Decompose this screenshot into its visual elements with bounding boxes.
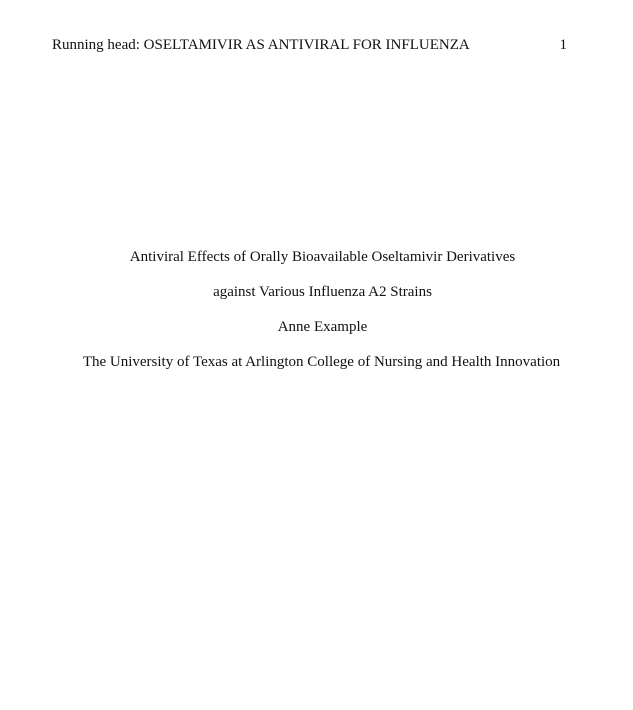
paper-title-line-1: Antiviral Effects of Orally Bioavailable Oseltamivir Derivatives bbox=[129, 249, 516, 265]
page-number: 1 bbox=[559, 37, 567, 53]
paper-title-line-2: against Various Influenza A2 Strains bbox=[213, 284, 432, 300]
title-block bbox=[0, 248, 633, 388]
institutional-affiliation: The University of Texas at Arlington College of Nursing and Health Innovation bbox=[82, 354, 561, 370]
running-head: Running head: OSELTAMIVIR AS ANTIVIRAL FOR INFLUENZA bbox=[52, 37, 470, 53]
author-name: Anne Example bbox=[277, 319, 368, 335]
